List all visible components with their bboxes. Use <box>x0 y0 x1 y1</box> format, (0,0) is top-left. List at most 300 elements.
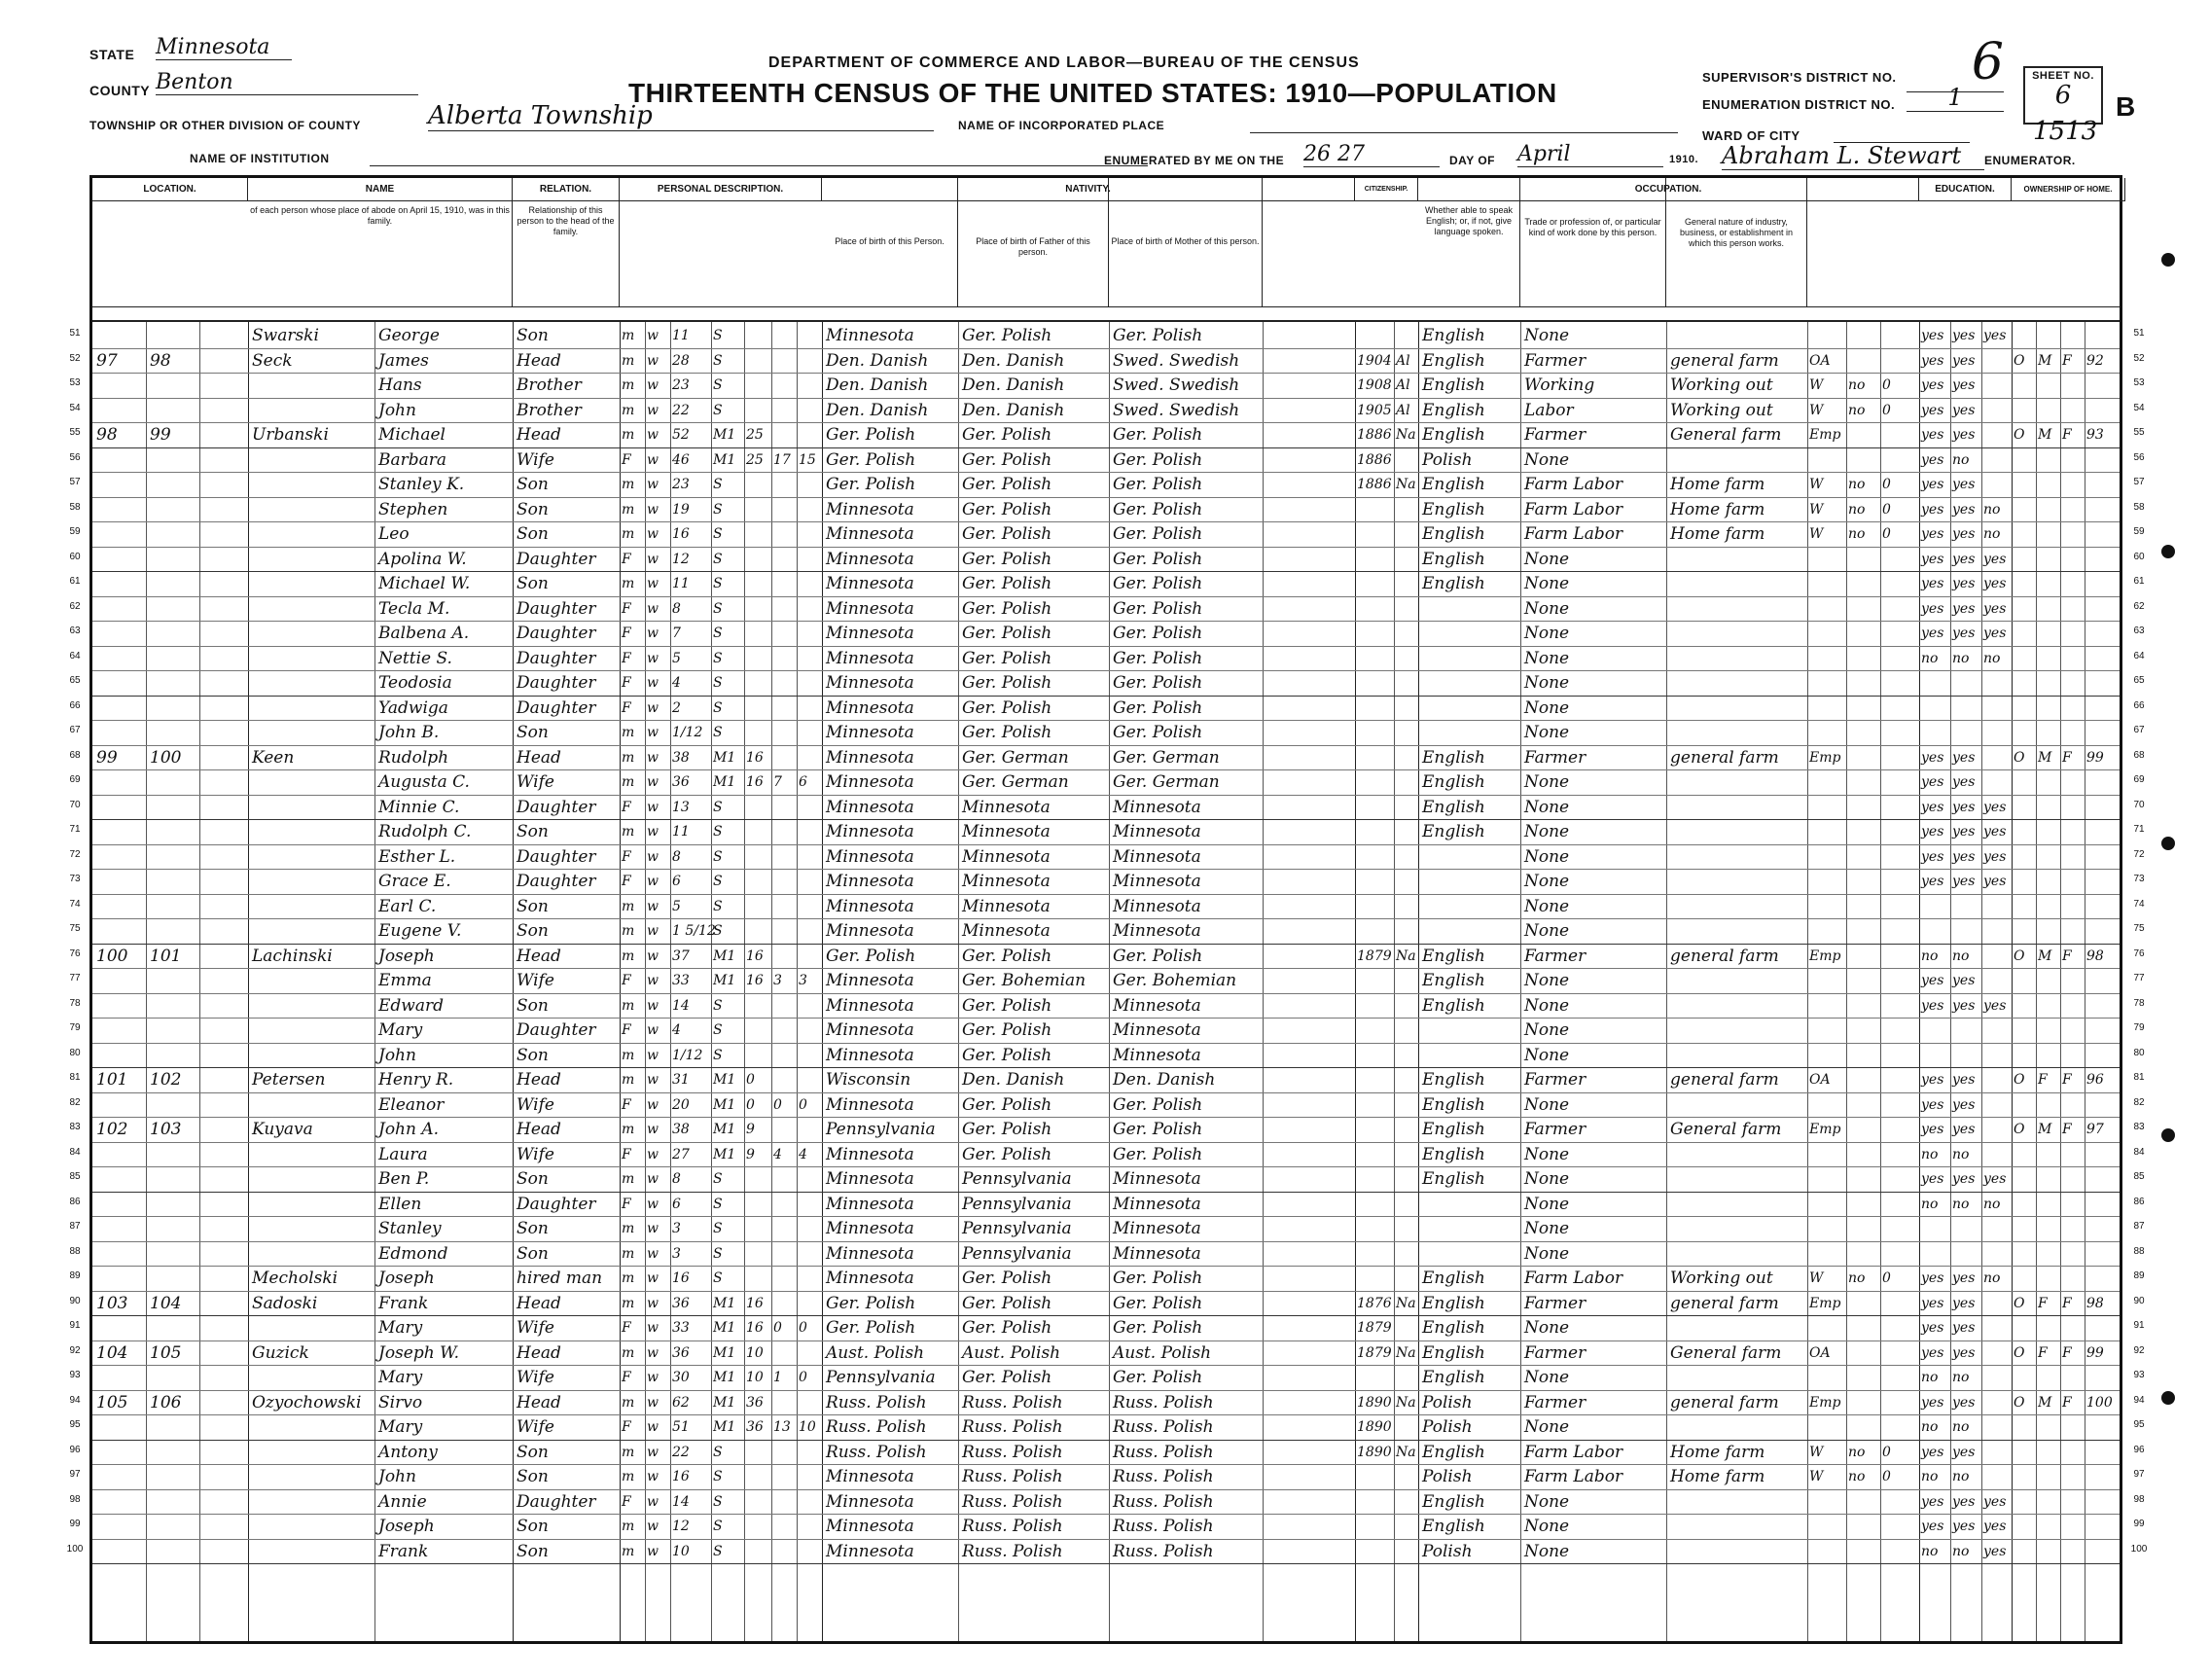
cell-sex: m <box>622 1072 635 1088</box>
cell-living <box>797 1217 822 1241</box>
cell-yrs <box>744 1515 771 1539</box>
cell-oow <box>1846 770 1880 795</box>
cell-sex: m <box>622 576 635 591</box>
cell-own <box>2012 1515 2036 1539</box>
cell-ind: Home farm <box>1670 1467 1765 1486</box>
cell-emp <box>1807 919 1846 944</box>
cell-bp: Russ. Polish <box>826 1417 927 1437</box>
cell-bp: Ger. Polish <box>826 946 916 966</box>
cell-weeks: 0 <box>1882 1444 1891 1460</box>
cell-sched <box>2085 1167 2125 1192</box>
cell-born <box>771 1391 797 1415</box>
cell-own <box>2012 895 2036 919</box>
cell-write: no <box>1952 650 1970 666</box>
cell-trade: None <box>1524 1169 1570 1189</box>
cell-given: Minnie C. <box>378 797 460 817</box>
cell-own <box>2012 1242 2036 1267</box>
group-education: EDUCATION. <box>1919 178 2012 201</box>
line-number: 87 <box>69 1221 81 1232</box>
cell-school <box>1981 1143 2012 1167</box>
cell-farm <box>2060 1441 2085 1465</box>
cell-lang: English <box>1422 1070 1485 1090</box>
cell-trade: None <box>1524 673 1570 693</box>
table-row <box>92 647 2120 672</box>
trade-col-head: Trade or profession of, or particular kind of work done by this person. <box>1520 178 1666 306</box>
cell-dw <box>92 919 146 944</box>
cell-sex: F <box>622 650 631 666</box>
cell-own <box>2012 721 2036 745</box>
cell-free <box>2036 870 2060 894</box>
cell-mbp: Ger. Polish <box>1113 475 1203 494</box>
cell-farm <box>2060 1415 2085 1440</box>
cell-farm: F <box>2062 947 2072 964</box>
cell-surname <box>248 1490 374 1515</box>
cell-write: yes <box>1952 600 1976 617</box>
cell-school <box>1981 945 2012 969</box>
cell-oow <box>1846 1044 1880 1068</box>
cell-born <box>771 1068 797 1092</box>
cell-race: w <box>647 1370 659 1385</box>
line-number: 70 <box>69 799 81 810</box>
cell-trade: Farmer <box>1524 350 1586 371</box>
cell-sex: m <box>622 427 635 443</box>
cell-mbp: Ger. Polish <box>1113 549 1203 569</box>
table-row <box>92 423 2120 448</box>
cell-given: Tecla M. <box>378 598 450 619</box>
cell-weeks <box>1880 1242 1919 1267</box>
cell-yrs <box>744 895 771 919</box>
cell-farm: F <box>2062 1072 2072 1088</box>
cell-trade: None <box>1524 598 1570 619</box>
cell-own <box>2012 770 2036 795</box>
cell-imm <box>1355 1465 1394 1489</box>
cell-nat: Al <box>1396 352 1410 369</box>
line-number: 99 <box>69 1519 81 1529</box>
department-line: DEPARTMENT OF COMMERCE AND LABOR—BUREAU OF THE CENSUS <box>768 54 1360 71</box>
cell-fam <box>146 1093 199 1118</box>
cell-fam <box>146 622 199 646</box>
cell-born <box>771 820 797 844</box>
sheet-label: SHEET NO. <box>2032 70 2094 82</box>
cell-sex: F <box>622 1146 631 1162</box>
cell-fam <box>146 548 199 572</box>
cell-dw <box>92 969 146 993</box>
cell-weeks: 0 <box>1882 402 1891 418</box>
cell-nat <box>1394 870 1418 894</box>
cell-bp: Minnesota <box>826 598 914 619</box>
cell-emp <box>1807 870 1846 894</box>
cell-free <box>2036 820 2060 844</box>
cell-age: 30 <box>672 1370 690 1385</box>
cell-age: 22 <box>672 402 690 418</box>
county-value: Benton <box>156 70 418 95</box>
cell-farm <box>2060 770 2085 795</box>
cell-lang <box>1418 895 1520 919</box>
cell-own <box>2012 597 2036 622</box>
cell-nat: Al <box>1396 402 1410 418</box>
cell-imm: 1886 <box>1357 451 1392 468</box>
cell-dw <box>92 770 146 795</box>
cell-own: O <box>2014 1295 2025 1311</box>
cell-oow <box>1846 1490 1880 1515</box>
cell-fbp: Ger. Polish <box>962 697 1052 718</box>
cell-imm: 1879 <box>1357 947 1392 964</box>
cell-ms: S <box>713 1270 723 1286</box>
cell-trade: None <box>1524 449 1570 470</box>
cell-living <box>797 399 822 423</box>
cell-own <box>2012 498 2036 522</box>
cell-race: w <box>647 600 659 617</box>
cell-living <box>797 671 822 696</box>
cell-surname <box>248 1143 374 1167</box>
cell-trade: None <box>1524 1368 1570 1387</box>
cell-ind <box>1666 770 1807 795</box>
cell-school <box>1981 399 2012 423</box>
cell-nat <box>1394 697 1418 721</box>
cell-given: Stanley <box>378 1219 442 1238</box>
cell-weeks <box>1880 597 1919 622</box>
cell-write <box>1950 671 1981 696</box>
cell-race: w <box>647 1444 659 1460</box>
relation-col-head: Relationship of this person to the head of the family. <box>513 178 620 306</box>
cell-ind <box>1666 870 1807 894</box>
cell-weeks <box>1880 1316 1919 1340</box>
cell-ms: S <box>713 328 723 343</box>
table-row <box>92 1292 2120 1317</box>
cell-write: yes <box>1952 1122 1976 1137</box>
cell-yrs: 16 <box>746 1320 764 1336</box>
cell-bp: Minnesota <box>826 673 914 693</box>
cell-emp <box>1807 1515 1846 1539</box>
cell-fbp: Ger. Polish <box>962 995 1052 1016</box>
cell-ind <box>1666 1044 1807 1068</box>
cell-write: yes <box>1952 1270 1976 1286</box>
cell-lang <box>1418 919 1520 944</box>
cell-bp: Minnesota <box>826 1194 914 1214</box>
cell-ms: M1 <box>713 1419 736 1435</box>
cell-bp: Minnesota <box>826 1541 914 1561</box>
cell-bp: Minnesota <box>826 896 914 916</box>
cell-imm <box>1355 1267 1394 1291</box>
cell-fbp: Russ. Polish <box>962 1517 1063 1536</box>
cell-mbp: Minnesota <box>1113 872 1201 891</box>
table-row <box>92 399 2120 424</box>
cell-ms: S <box>713 898 723 914</box>
cell-given: Leo <box>378 524 410 544</box>
cell-sched: 92 <box>2086 352 2104 369</box>
cell-race: w <box>647 923 659 939</box>
cell-nat <box>1394 1044 1418 1068</box>
table-row <box>92 1441 2120 1466</box>
cell-ms: M1 <box>713 1096 736 1113</box>
cell-oow <box>1846 820 1880 844</box>
cell-school <box>1981 448 2012 473</box>
cell-farm <box>2060 1242 2085 1267</box>
cell-bp: Minnesota <box>826 1094 914 1115</box>
cell-school <box>1981 1118 2012 1142</box>
cell-school: yes <box>1983 626 2007 641</box>
cell-fam <box>146 796 199 820</box>
cell-ind <box>1666 1316 1807 1340</box>
cell-own <box>2012 448 2036 473</box>
cell-weeks <box>1880 572 1919 596</box>
cell-fbp: Ger. Polish <box>962 1045 1052 1065</box>
cell-weeks <box>1880 349 1919 374</box>
cell-free <box>2036 671 2060 696</box>
line-number: 80 <box>2133 1047 2145 1058</box>
cell-sex: m <box>622 1171 635 1187</box>
cell-emp <box>1807 796 1846 820</box>
cell-rel: Wife <box>517 1368 554 1387</box>
cell-school <box>1981 895 2012 919</box>
cell-lang <box>1418 870 1520 894</box>
cell-mbp: Minnesota <box>1113 1243 1201 1264</box>
cell-farm <box>2060 820 2085 844</box>
cell-read <box>1919 721 1950 745</box>
cell-ms: M1 <box>713 1320 736 1336</box>
cell-read: no <box>1921 1146 1939 1162</box>
cell-oow: no <box>1848 1270 1866 1286</box>
cell-age: 8 <box>672 600 681 617</box>
cell-race: w <box>647 477 659 492</box>
table-row <box>92 448 2120 474</box>
cell-rel: Daughter <box>517 797 596 817</box>
line-number: 85 <box>2133 1171 2145 1182</box>
cell-given: Joseph W. <box>378 1342 459 1363</box>
cell-dw <box>92 1267 146 1291</box>
cell-rel: Son <box>517 1467 549 1486</box>
cell-living: 15 <box>799 451 816 468</box>
cell-sex: F <box>622 848 631 865</box>
cell-age: 11 <box>672 328 690 343</box>
cell-imm <box>1355 1217 1394 1241</box>
cell-imm <box>1355 572 1394 596</box>
cell-yrs <box>744 919 771 944</box>
cell-living <box>797 1540 822 1564</box>
cell-dw <box>92 1019 146 1043</box>
cell-mbp: Ger. Polish <box>1113 449 1203 470</box>
cell-school <box>1981 721 2012 745</box>
institution-line <box>370 165 1148 166</box>
cell-race: w <box>647 1022 659 1038</box>
cell-mbp: Ger. Polish <box>1113 624 1203 643</box>
cell-surname <box>248 671 374 696</box>
cell-imm <box>1355 522 1394 547</box>
cell-bp: Minnesota <box>826 1243 914 1264</box>
cell-write: no <box>1952 947 1970 964</box>
punch-hole <box>2161 253 2175 267</box>
line-number: 56 <box>69 451 81 463</box>
cell-trade: None <box>1524 921 1570 941</box>
cell-fbp: Minnesota <box>962 872 1051 891</box>
line-number: 58 <box>2133 501 2145 513</box>
cell-rel: Head <box>517 425 561 445</box>
cell-given: Eugene V. <box>378 921 462 941</box>
cell-dw <box>92 1193 146 1217</box>
table-row <box>92 1341 2120 1367</box>
table-row <box>92 1267 2120 1292</box>
cell-age: 4 <box>672 675 681 691</box>
cell-dw <box>92 548 146 572</box>
cell-surname <box>248 522 374 547</box>
cell-farm: F <box>2062 352 2072 369</box>
cell-yrs <box>744 1490 771 1515</box>
cell-sex: F <box>622 1196 631 1212</box>
cell-ind: General farm <box>1670 1342 1782 1363</box>
cell-ind <box>1666 448 1807 473</box>
cell-given: John B. <box>378 723 440 742</box>
cell-free <box>2036 324 2060 348</box>
cell-given: Antony <box>378 1442 438 1462</box>
line-number: 81 <box>2133 1072 2145 1083</box>
cell-school <box>1981 746 2012 770</box>
cell-age: 3 <box>672 1245 681 1262</box>
cell-sched: 96 <box>2086 1072 2104 1088</box>
cell-emp <box>1807 597 1846 622</box>
cell-surname <box>248 1217 374 1241</box>
township-label: TOWNSHIP OR OTHER DIVISION OF COUNTY <box>89 119 361 132</box>
cell-race: w <box>647 576 659 591</box>
cell-emp: W <box>1809 377 1824 393</box>
cell-own <box>2012 399 2036 423</box>
cell-fbp: Minnesota <box>962 797 1051 817</box>
cell-read: yes <box>1921 427 1944 443</box>
cell-surname <box>248 1415 374 1440</box>
cell-ms: M1 <box>713 973 736 988</box>
cell-race: w <box>647 973 659 988</box>
cell-mbp: Minnesota <box>1113 1194 1201 1214</box>
cell-oow: no <box>1848 1469 1866 1484</box>
cell-fam <box>146 1415 199 1440</box>
cell-yrs <box>744 1465 771 1489</box>
cell-oow <box>1846 572 1880 596</box>
cell-sex: m <box>622 1245 635 1262</box>
cell-fbp: Pennsylvania <box>962 1243 1072 1264</box>
cell-lang: English <box>1422 1269 1485 1288</box>
cell-ms: S <box>713 799 723 815</box>
cell-trade: None <box>1524 697 1570 718</box>
cell-sched <box>2085 671 2125 696</box>
cell-ind <box>1666 597 1807 622</box>
cell-given: Grace E. <box>378 872 451 891</box>
cell-school <box>1981 1465 2012 1489</box>
cell-own <box>2012 647 2036 671</box>
cell-dw <box>92 597 146 622</box>
cell-read: yes <box>1921 576 1944 591</box>
cell-free <box>2036 1515 2060 1539</box>
line-number: 77 <box>2133 973 2145 983</box>
cell-own <box>2012 1540 2036 1564</box>
cell-sched: 97 <box>2086 1122 2104 1137</box>
cell-rel: Son <box>517 1442 549 1462</box>
cell-write: yes <box>1952 526 1976 542</box>
cell-oow <box>1846 622 1880 646</box>
cell-race: w <box>647 1221 659 1236</box>
cell-yrs: 36 <box>746 1394 764 1411</box>
cell-own: O <box>2014 352 2025 369</box>
enumeration-value: 1 <box>1907 84 2004 112</box>
cell-read: no <box>1921 1196 1939 1212</box>
cell-given: Rudolph C. <box>378 822 472 841</box>
cell-mbp: Ger. Polish <box>1113 1368 1203 1387</box>
cell-own <box>2012 1093 2036 1118</box>
cell-sched: 100 <box>2086 1394 2113 1411</box>
cell-yrs <box>744 671 771 696</box>
cell-free <box>2036 1143 2060 1167</box>
line-number: 56 <box>2133 451 2145 463</box>
cell-mbp: Ger. Polish <box>1113 425 1203 445</box>
cell-imm <box>1355 870 1394 894</box>
cell-free <box>2036 1540 2060 1564</box>
sheet-side: B <box>2116 91 2136 122</box>
day-of-label: DAY OF <box>1449 154 1496 167</box>
cell-write: no <box>1952 1146 1970 1162</box>
cell-dw <box>92 473 146 497</box>
cell-oow <box>1846 721 1880 745</box>
line-number: 76 <box>69 947 81 959</box>
cell-nat <box>1394 820 1418 844</box>
table-row <box>92 969 2120 994</box>
cell-farm: F <box>2062 1344 2072 1361</box>
cell-imm <box>1355 1366 1394 1390</box>
cell-dw <box>92 870 146 894</box>
cell-trade: Farm Labor <box>1524 1269 1623 1288</box>
cell-mbp: Minnesota <box>1113 1169 1201 1189</box>
cell-trade: Farmer <box>1524 747 1586 768</box>
cell-rel: Head <box>517 1293 561 1313</box>
cell-write <box>1950 697 1981 721</box>
cell-school: yes <box>1983 997 2007 1014</box>
cell-age: 33 <box>672 973 690 988</box>
cell-ms: S <box>713 1245 723 1262</box>
line-number: 95 <box>69 1419 81 1430</box>
cell-trade: None <box>1524 1318 1570 1338</box>
cell-fam <box>146 1465 199 1489</box>
line-number: 100 <box>2130 1543 2148 1555</box>
cell-sched <box>2085 1242 2125 1267</box>
cell-given: James <box>378 350 429 371</box>
line-number: 51 <box>2133 328 2145 339</box>
cell-sex: m <box>622 1221 635 1236</box>
cell-write <box>1950 721 1981 745</box>
cell-ind <box>1666 895 1807 919</box>
cell-given: Ellen <box>378 1194 422 1214</box>
column-number-row <box>92 306 2120 322</box>
line-number: 65 <box>2133 675 2145 686</box>
cell-race: w <box>647 1245 659 1262</box>
cell-sex: F <box>622 799 631 815</box>
cell-weeks <box>1880 1193 1919 1217</box>
cell-sched <box>2085 1540 2125 1564</box>
cell-surname: Keen <box>252 747 295 768</box>
cell-read <box>1919 1217 1950 1241</box>
cell-trade: Farmer <box>1524 1120 1586 1139</box>
cell-living <box>797 473 822 497</box>
cell-yrs <box>744 1242 771 1267</box>
cell-school: yes <box>1983 1171 2007 1187</box>
table-row <box>92 1366 2120 1391</box>
cell-write: yes <box>1952 1295 1976 1311</box>
cell-age: 38 <box>672 1122 690 1137</box>
cell-mbp: Minnesota <box>1113 822 1201 841</box>
cell-imm: 1890 <box>1357 1419 1392 1435</box>
cell-trade: Farmer <box>1524 946 1586 966</box>
cell-surname <box>248 796 374 820</box>
cell-ms: S <box>713 997 723 1014</box>
cell-yrs <box>744 522 771 547</box>
cell-ms: M1 <box>713 774 736 790</box>
cell-trade: Farm Labor <box>1524 499 1623 519</box>
